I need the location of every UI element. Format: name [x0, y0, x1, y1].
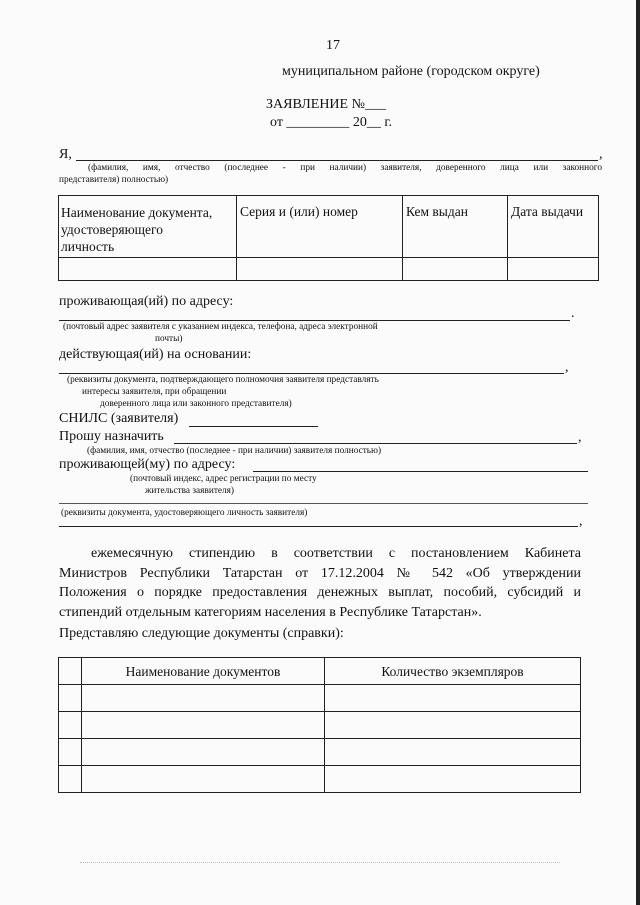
address-caption-2: почты)	[155, 334, 183, 344]
appoint-end: ,	[578, 430, 582, 445]
appoint-label: Прошу назначить	[59, 429, 164, 444]
appoint-caption: (фамилия, имя, отчество (последнее - при наличии) заявителя полностью)	[87, 446, 382, 456]
applicant-name-field[interactable]	[76, 160, 598, 161]
documents-row-count[interactable]	[325, 739, 581, 766]
recipient-address-label: проживающей(му) по адресу:	[59, 457, 236, 472]
applicant-caption-1: (фамилия, имя, отчество (последнее - при наличии) заявителя, доверенного лица или законного	[88, 163, 602, 173]
id-table-header-name: Наименование документа, удостоверяющего личность	[59, 196, 237, 258]
basis-end: ,	[565, 360, 569, 375]
address-end: .	[571, 306, 575, 321]
appoint-name-field[interactable]	[174, 443, 577, 444]
recipient-address-field[interactable]	[253, 471, 588, 472]
recipient-address-caption-2: жительства заявителя)	[145, 486, 235, 496]
id-table-cell-name[interactable]	[59, 258, 237, 281]
id-table-header-issuer: Кем выдан	[403, 196, 508, 258]
documents-header-number	[59, 658, 82, 685]
scan-artifact-line	[80, 862, 560, 863]
recipient-address-caption-1: (почтовый индекс, адрес регистрации по месту	[130, 474, 317, 484]
id-table-header-series: Серия и (или) номер	[237, 196, 403, 258]
documents-row-count[interactable]	[325, 766, 581, 793]
documents-header-count: Количество экземпляров	[325, 658, 581, 685]
id-table-header-date: Дата выдачи	[508, 196, 599, 258]
body-paragraph: ежемесячную стипендию в соответствии с постановлением Кабинета Министров Республики Татарстан от 17.12.2004 № 542 «Об утверждении Положения о порядке предоставления денежных выплат, пособий, субсидий и стипендий отдельным категориям населения в Республике Татарстан».	[59, 546, 581, 620]
id-table-cell-series[interactable]	[237, 258, 403, 281]
statement-date-line: от _________ 20__ г.	[270, 115, 393, 130]
address-caption-1: (почтовый адрес заявителя с указанием индекса, телефона, адреса электронной	[63, 322, 378, 332]
snils-field[interactable]	[189, 426, 318, 427]
documents-label: Представляю следующие документы (справки):	[59, 626, 344, 641]
applicant-prefix: Я,	[59, 147, 72, 162]
address-label: проживающая(ий) по адресу:	[59, 294, 234, 309]
basis-caption-2: интересы заявителя, при обращении	[82, 387, 227, 397]
statement-title: ЗАЯВЛЕНИЕ №___	[266, 97, 386, 112]
basis-caption-1: (реквизиты документа, подтверждающего полномочия заявителя представлять	[67, 375, 379, 385]
id-details-end: ,	[579, 514, 583, 529]
page-edge-shadow	[636, 0, 640, 905]
documents-row-name[interactable]	[82, 685, 325, 712]
basis-label: действующая(ий) на основании:	[59, 347, 252, 362]
applicant-caption-2: представителя) полностью)	[59, 175, 169, 185]
documents-table	[58, 657, 581, 793]
header-line: муниципальном районе (городском округе)	[282, 64, 540, 79]
id-details-field[interactable]	[59, 526, 578, 527]
recipient-address-field-2[interactable]	[59, 503, 588, 504]
snils-label: СНИЛС (заявителя)	[59, 411, 179, 426]
documents-row-count[interactable]	[325, 685, 581, 712]
applicant-comma: ,	[599, 147, 603, 162]
id-table-cell-issuer[interactable]	[403, 258, 508, 281]
id-table-cell-date[interactable]	[508, 258, 599, 281]
documents-header-name: Наименование документов	[82, 658, 325, 685]
documents-row-number	[59, 739, 82, 766]
basis-caption-3: доверенного лица или законного представителя)	[100, 399, 292, 409]
basis-field[interactable]	[59, 373, 564, 374]
identity-document-table	[58, 195, 599, 281]
page-number: 17	[326, 38, 340, 53]
id-details-caption: (реквизиты документа, удостоверяющего личность заявителя)	[61, 508, 308, 518]
documents-row-count[interactable]	[325, 712, 581, 739]
documents-row-name[interactable]	[82, 766, 325, 793]
documents-row-number	[59, 766, 82, 793]
documents-row-number	[59, 712, 82, 739]
documents-row-number	[59, 685, 82, 712]
address-field[interactable]	[59, 320, 570, 321]
documents-row-name[interactable]	[82, 712, 325, 739]
documents-row-name[interactable]	[82, 739, 325, 766]
